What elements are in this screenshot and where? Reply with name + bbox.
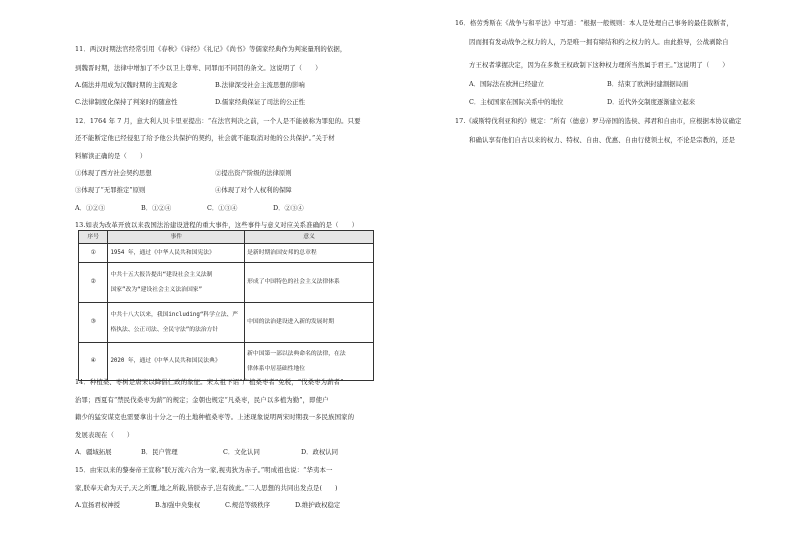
question-14-line-4: 发展表现在（ ） — [75, 431, 134, 439]
question-12-line-1: 12．1764 年 7 月，意大利人贝卡里亚提出：“在法官判决之前，一个人是不能被称为罪犯的。只要 — [75, 117, 361, 125]
row-no: ① — [79, 244, 108, 263]
row-meaning — [245, 343, 374, 381]
option-c: C．①③④ — [207, 204, 238, 212]
question-12-line-2: 还不能断定他已经侵犯了给予他公共保护的契约，社会就不能取消对他的公共保护。”关于材 — [75, 134, 335, 142]
option-c: C．文化认同 — [223, 448, 260, 456]
option-b: B.法律深受社会主流思想的影响 — [215, 81, 305, 89]
event-line: 国家”改为“建设社会主义法治国家” — [110, 286, 203, 293]
option-a: A．①②③ — [75, 204, 106, 212]
table-header-no: 序号 — [79, 231, 108, 244]
row-no: ② — [79, 263, 108, 303]
option-b: B．结束了欧洲封建割据局面 — [607, 80, 689, 88]
table-row — [79, 303, 374, 343]
option-d: D.儒家经典保证了司法的公正性 — [215, 98, 306, 106]
option-d: D．近代外交制度逐渐建立起来 — [607, 98, 696, 106]
event-line: 格执法、公正司法、全民守法”的法治方针 — [110, 326, 219, 333]
table-row — [79, 263, 374, 303]
option-c: C.规范等级秩序 — [225, 501, 271, 509]
question-13-line-1: 13.如表为改革开放以来我国法治建设进程的重大事件，这些事件与意义对应关系准确的是（ ） — [75, 221, 359, 229]
question-16-line-1: 16．格劳秀斯在《战争与和平法》中写道：“根据一般规则：本人是处理自己事务的最佳裁断者， — [455, 19, 733, 27]
option-a: A.宣扬君权神授 — [75, 501, 120, 509]
option-b: B．民户管理 — [141, 448, 178, 456]
meaning-line: 律体系中居基础性地位 — [247, 365, 306, 372]
events-table — [78, 230, 374, 381]
option-d: D．政权认同 — [301, 448, 339, 456]
table-row — [79, 244, 374, 263]
question-12-line-3: 料解读正确的是（ ） — [75, 152, 147, 160]
option-b: B．①②④ — [141, 204, 172, 212]
meaning-line: 形成了中国特色的社会主义法律体系 — [247, 279, 340, 285]
row-event — [108, 343, 245, 381]
event-line: 1954 年，通过《中华人民共和国宪法》 — [110, 249, 215, 256]
meaning-line: 中国的法治建设进入新的发展时期 — [247, 319, 335, 325]
option-a: A．疆域拓展 — [75, 448, 112, 456]
question-14-line-2: 治罪；西夏有“禁民伐桑枣为薪”的规定；金朝也规定“凡桑枣，民户以多植为勤”，即使户 — [75, 396, 329, 404]
row-event — [108, 263, 245, 303]
question-14-line-3: 籍少的猛安谋克也需要拿出十分之一的土地种植桑枣等。上述现象说明两宋时期我一多民族国家的 — [75, 413, 355, 421]
row-meaning — [245, 244, 374, 263]
table-header-row — [79, 231, 374, 244]
row-meaning — [245, 263, 374, 303]
option-c: C.法律制度化保持了判案时的随意性 — [75, 98, 178, 106]
option-d: D．②③④ — [273, 204, 304, 212]
option-d: D.维护政权稳定 — [295, 501, 341, 509]
row-event — [108, 303, 245, 343]
event-line: 2020 年，通过《中华人民共和国民法典》 — [110, 358, 221, 364]
option-a: A.儒法并用成为汉魏时期的主流观念 — [75, 81, 178, 89]
question-16-line-2: 因而拥有发动战争之权力的人，乃是唯一拥有缔结和约之权力的人。由此推导，公战剥除自 — [469, 38, 729, 46]
event-line: 中共十八大以来，我国including“科学立法、严 — [110, 311, 239, 318]
option-c: C．主权国家在国际关系中的地位 — [469, 98, 564, 106]
table-header-meaning: 意义 — [245, 231, 374, 244]
question-17-line-2: 和确认享有他们自古以来的权力、特权、自由、优惠、自由行使领土权，不论是宗教的，还是 — [469, 136, 736, 144]
option-b: B.加强中央集权 — [155, 501, 201, 509]
row-no: ③ — [79, 303, 108, 343]
table-header-event: 事件 — [108, 231, 245, 244]
item-1: ①体现了西方社会契约思想 — [75, 169, 152, 177]
question-17-line-1: 17.《威斯特伐利亚和约》规定：“所有（德意）罗马帝国的选侯、邦君和自由市，应根据本协议确定 — [455, 117, 742, 125]
row-meaning — [245, 303, 374, 343]
question-11-line-1: 11．两汉时期法官经常引用《春秋》《诗经》《礼记》《尚书》等儒家经典作为判案量刑的依据， — [75, 45, 347, 53]
option-a: A．国际法在欧洲已经建立 — [469, 80, 544, 88]
meaning-line: 新中国第一部以法典命名的法律，在法 — [247, 350, 346, 357]
meaning-line: 是新时期治国安邦的总章程 — [247, 249, 317, 256]
question-15-line-1: 15．由宋以来的黎秦帝王宣称“朕万流六合为一家,视夷狄为赤子。”明成祖也说：“华夷本一 — [75, 466, 333, 474]
item-4: ④体现了对个人权利的保障 — [215, 186, 292, 194]
question-11-line-2: 到魏晋时期，法律中增加了不少以卫上尊卑、同罪而不同罚的条文。这说明了（ ） — [75, 64, 322, 72]
event-line: 中共十五大报告提出“建设社会主义法制 — [110, 271, 213, 278]
table-row — [79, 343, 374, 381]
item-2: ②提出资产阶级的法律原则 — [215, 169, 292, 177]
row-event — [108, 244, 245, 263]
question-15-line-2: 家,朕奉天命为天子,天之所覆,地之所载,皆朕赤子,岂有彼此。”二人思想的共同出发点是( ) — [75, 484, 338, 492]
item-3: ③体现了“无罪推定”原则 — [75, 186, 146, 194]
row-no: ④ — [79, 343, 108, 381]
question-16-line-3: 方王权者掌握决定，因为在多数王权政制下这种权力理所当然属于君王。”这说明了（ ） — [469, 61, 729, 69]
question-14-line-1: 14．种植桑、枣树是唐宋以降倡仁政的象征。宋太祖下诏“广植桑枣者”免税，“伐桑枣为薪者” — [75, 378, 344, 386]
